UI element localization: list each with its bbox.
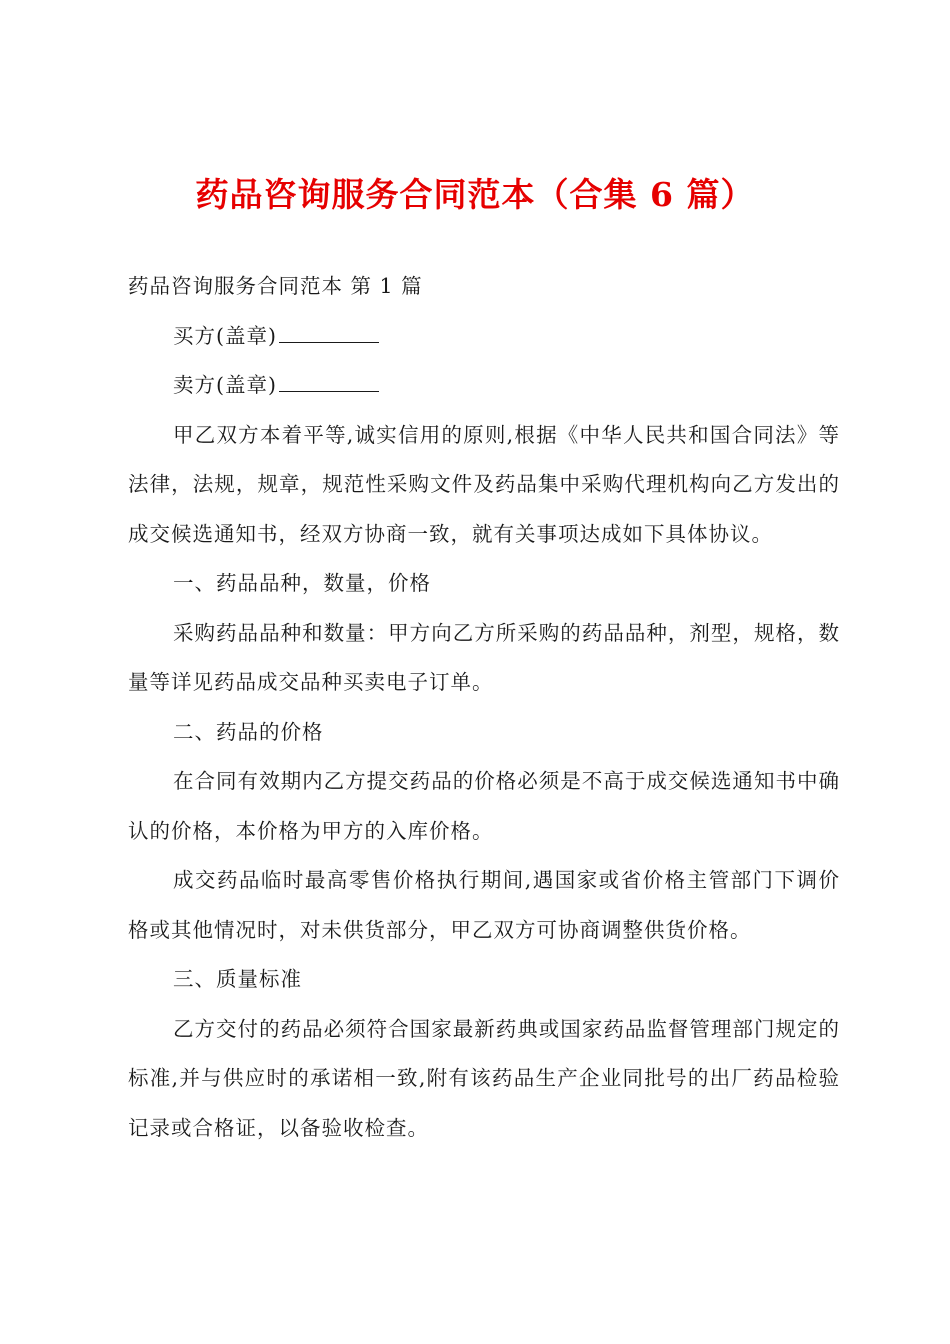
intro-paragraph: 甲乙双方本着平等,诚实信用的原则,根据《中华人民共和国合同法》等法律，法规，规章，规范性采购文件及药品集中采购代理机构向乙方发出的成交候选通知书，经双方协商一致，就有关事项达成如下具体协议。 xyxy=(128,422,840,546)
clause-paragraph-3: 成交药品临时最高零售价格执行期间,遇国家或省价格主管部门下调价格或其他情况时，对未供货部分，甲乙双方可协商调整供货价格。 xyxy=(128,868,840,942)
document-body xyxy=(128,262,840,1153)
section-heading: 药品咨询服务合同范本 第 1 篇 xyxy=(128,274,423,298)
buyer-label: 买方(盖章) xyxy=(173,323,277,348)
seller-signature-line xyxy=(128,361,840,411)
document-title: 药品咨询服务合同范本（合集 6 篇） xyxy=(195,175,755,214)
clause-heading-2: 二、药品的价格 xyxy=(173,719,324,744)
clause-paragraph-2: 在合同有效期内乙方提交药品的价格必须是不高于成交候选通知书中确认的价格，本价格为甲方的入库价格。 xyxy=(128,769,840,843)
buyer-blank xyxy=(279,322,379,343)
clause-paragraph-1: 采购药品品种和数量：甲方向乙方所采购的药品品种，剂型，规格，数量等详见药品成交品种买卖电子订单。 xyxy=(128,620,840,694)
clause-paragraph-4: 乙方交付的药品必须符合国家最新药典或国家药品监督管理部门规定的标准,并与供应时的承诺相一致,附有该药品生产企业同批号的出厂药品检验记录或合格证，以备验收检查。 xyxy=(128,1016,840,1140)
seller-blank xyxy=(279,371,379,392)
buyer-signature-line xyxy=(128,312,840,362)
seller-label: 卖方(盖章) xyxy=(173,373,277,397)
clause-heading-1: 一、药品品种，数量，价格 xyxy=(173,571,431,595)
clause-heading-3: 三、质量标准 xyxy=(173,967,302,991)
